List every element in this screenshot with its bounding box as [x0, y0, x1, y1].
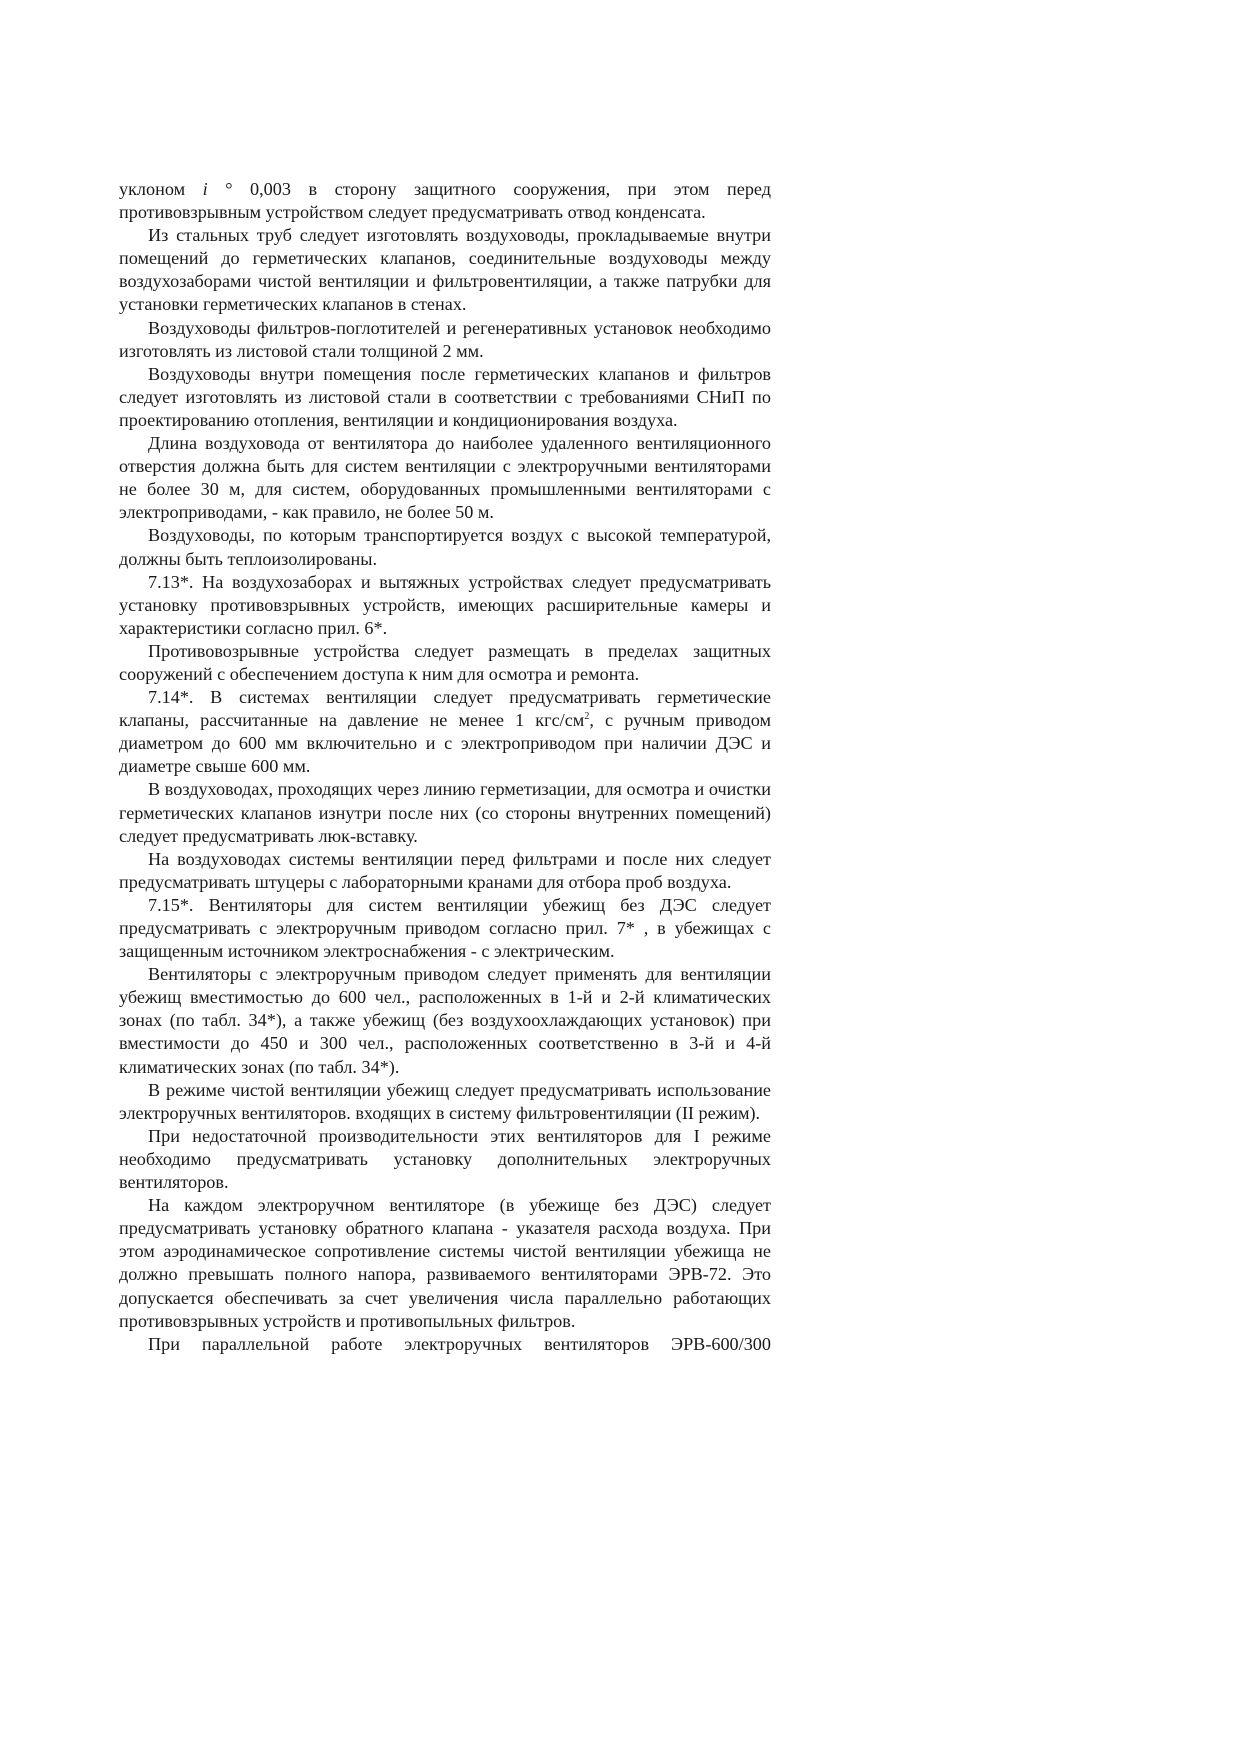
paragraph-check-valve: На каждом электроручном вентиляторе (в убежище без ДЭС) следует предусматривать установку обратного клапана - указателя расхода воздуха. При этом аэродинамическое сопротивление системы чистой вентиляции убежища не должно превышать полного напора, развиваемого вентиляторами ЭРВ-72. Это допускается обеспечивать за счет увеличения числа параллельно работающих противовзрывных устройств и противопыльных фильтров. [119, 1195, 771, 1331]
paragraph-text-lead: 7.14*. В системах вентиляции следует предусматривать герметические клапаны, рассчитанные на давление не менее 1 кгс/см [119, 687, 771, 731]
slope-symbol: i [202, 179, 208, 199]
document-page [119, 178, 771, 1356]
superscript: 2 [584, 711, 590, 723]
paragraph-manual-fans: Вентиляторы с электроручным приводом следует применять для вентиляции убежищ вместимостью до 600 чел., расположенных в 1-й и 2-й климатических зонах (по табл. 34*), а также убежищ (без воздухоохлаждающих установок) при вместимости до 450 и 300 чел., расположенных соответственно в 3-й и 4-й климатических зонах (по табл. 34*). [119, 964, 771, 1077]
paragraph-clause-7-15: 7.15*. Вентиляторы для систем вентиляции убежищ без ДЭС следует предусматривать с электроручным приводом согласно прил. 7* , в убежищах с защищенным источником электроснабжения - с электрическим. [119, 894, 771, 962]
paragraph-clause-7-13: 7.13*. На воздухозаборах и вытяжных устройствах следует предусматривать установку противовзрывных устройств, имеющих расширительные камеры и характеристики согласно прил. 6*. [119, 571, 771, 638]
paragraph-inner-ducts: Воздуховоды внутри помещения после герметических клапанов и фильтров следует изготовлять из листовой стали в соответствии с требованиями СНиП по проектированию отопления, вентиляции и кондиционирования воздуха. [119, 363, 771, 430]
paragraph-duct-length: Длина воздуховода от вентилятора до наиболее удаленного вентиляционного отверстия должна быть для систем вентиляции с электроручными вентиляторами не более 30 м, для систем, оборудованных промышленными вентиляторами с электроприводами, - как правило, не более 50 м. [119, 433, 771, 523]
paragraph-blast-devices-placement: Противовозрывные устройства следует размещать в пределах защитных сооружений с обеспечением доступа к ним для осмотра и ремонта. [119, 640, 771, 684]
paragraph-steel-pipes: Из стальных труб следует изготовлять воздуховоды, прокладываемые внутри помещений до герметических клапанов, соединительные воздуховоды между воздухозаборами чистой вентиляции и фильтровентиляции, а также патрубки для установки герметических клапанов в стенах. [119, 225, 771, 315]
paragraph-text-lead: уклоном [119, 179, 203, 199]
paragraph-insulation: Воздуховоды, по которым транспортируется воздух с высокой температурой, должны быть теплоизолированы. [119, 525, 771, 569]
paragraph-parallel-operation: При параллельной работе электроручных вентиляторов ЭРВ-600/300 [148, 1333, 771, 1354]
paragraph-text: , с ручным приводом диаметром до 600 мм включительно и с электроприводом при наличии ДЭС и диаметре свыше 600 мм. [119, 710, 771, 777]
paragraph-continuation [119, 178, 771, 224]
paragraph-filter-ducts: Воздуховоды фильтров-поглотителей и регенеративных установок необходимо изготовлять из листовой стали толщиной 2 мм. [119, 317, 771, 361]
paragraph-text: ° 0,003 в сторону защитного сооружения, при этом перед противовзрывным устройством следует предусматривать отвод конденсата. [119, 179, 772, 223]
paragraph-sampling-fittings: На воздуховодах системы вентиляции перед фильтрами и после них следует предусматривать штуцеры с лабораторными кранами для отбора проб воздуха. [119, 848, 771, 892]
paragraph-clean-ventilation: В режиме чистой вентиляции убежищ следует предусматривать использование электроручных вентиляторов. входящих в систему фильтровентиляции (II режим). [119, 1079, 771, 1123]
paragraph-additional-fans: При недостаточной производительности этих вентиляторов для I режиме необходимо предусматривать установку дополнительных электроручных вентиляторов. [119, 1125, 771, 1193]
paragraph-hatch-insert: В воздуховодах, проходящих через линию герметизации, для осмотра и очистки герметических клапанов изнутри после них (со стороны внутренних помещений) следует предусматривать люк-вставку. [119, 779, 771, 846]
paragraph-clause-7-14 [119, 686, 771, 778]
